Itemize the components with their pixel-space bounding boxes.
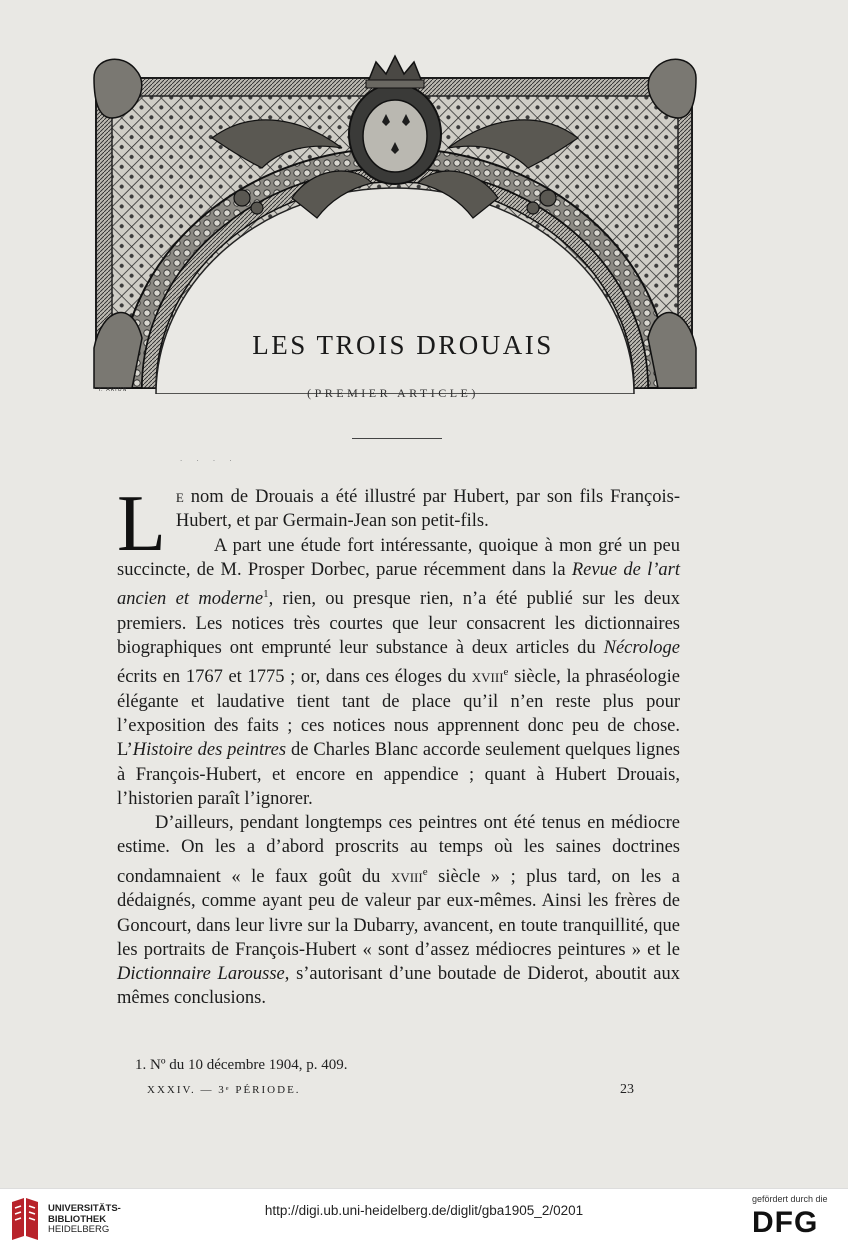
paragraph-3: D’ailleurs, pendant longtemps ces peintres ont été tenus en médiocre estime. On les a d’abord proscrits au temps où les saines doctrines condamnaient « le faux goût du xviii$^e$ siècle » ; plus tard, on les a dédaignés, comme ayant peu de valeur par eux-mêmes. Ainsi les frères de Goncourt, dans leur livre sur la Dubarry, avancent, en toute tranquillité, que les portraits de François-Hubert « sont d’assez médiocres peintures » et le Dictionnaire Larousse, s’autorisant d’une boutade de Diderot, aboutit aux mêmes conclusions. [117, 813, 680, 1009]
paragraph-1: Le nom de Drouais a été illustré par Hubert, par son fils François-Hubert, et par Germain-Jean son petit-fils. [117, 480, 680, 568]
title-divider [352, 438, 442, 439]
drop-cap: L [117, 480, 166, 568]
volume-signature: XXXIV. — 3ᵉ PÉRIODE. [147, 1084, 301, 1096]
paragraph-2: A part une étude fort intéressante, quoique à mon gré un peu succincte, de M. Prosper Dorbec, parue récemment dans la Revue de l’art ancien et moderne$^1$, rien, ou presque rien, n’a été publié sur les deux premiers. Les notices très courtes que leur consacrent les dictionnaires biographiques ont emprunté leur substance à deux articles du Nécrologe écrits en 1767 et 1775 ; or, dans ces éloges du xviii$^e$ siècle, la phraséologie élégante et laudative tient tant de place qu’il n’en reste plus pour l’exposition des faits ; ces notices nous apprennent donc peu de chose. L’Histoire des peintres de Charles Blanc accorde seulement quelques lignes à François-Hubert, et encore en appendice ; quant à Hubert Drouais, l’historien paraît l’ignorer. [117, 535, 681, 809]
page-number: 23 [620, 1082, 634, 1097]
footnote-ref: 1 [263, 588, 269, 601]
footnote: 1. Nº du 10 décembre 1904, p. 409. [135, 1057, 348, 1073]
paper-speckles: · · · · [180, 457, 238, 465]
dfg-logo[interactable]: DFG [752, 1206, 819, 1239]
funding-note: gefördert durch die [752, 1194, 828, 1204]
article-subtitle: (PREMIER ARTICLE) [307, 386, 479, 400]
article-title: LES TROIS DROUAIS [252, 330, 554, 360]
permalink-url[interactable]: http://digi.ub.uni-heidelberg.de/diglit/gba1905_2/0201 [264, 1203, 584, 1218]
institution-name[interactable]: UNIVERSITÄTS- BIBLIOTHEK HEIDELBERG [48, 1203, 121, 1235]
viewer-footer-bar [0, 1188, 848, 1250]
engraver-signature: Y. ARION [98, 387, 128, 393]
article-body [117, 480, 681, 1011]
